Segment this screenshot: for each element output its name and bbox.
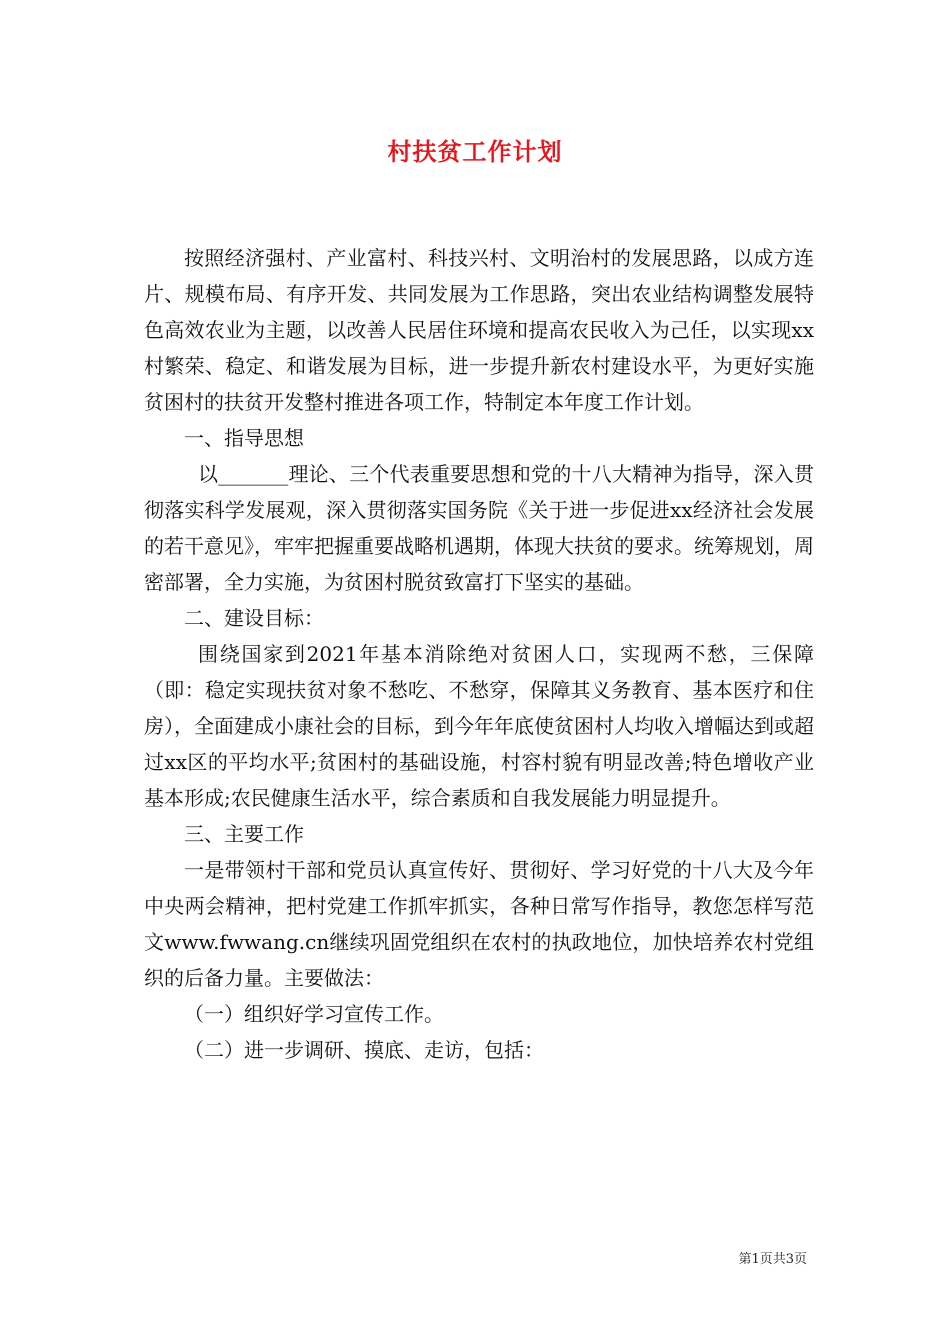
construction-goals-paragraph: 围绕国家到2021年基本消除绝对贫困人口，实现两不愁，三保障（即：稳定实现扶贫对象不愁吃、不愁穿，保障其义务教育、基本医疗和住房），全面建成小康社会的目标，到今年年底使贫困村人均收入增幅达到或超过xx区的平均水平;贫困村的基础设施，村容村貌有明显改善;特色增收产业基本形成;农民健康生活水平，综合素质和自我发展能力明显提升。 — [144, 642, 814, 810]
section-heading-guiding-ideology: 一、指导思想 — [184, 426, 304, 450]
section-heading-construction-goals: 二、建设目标： — [184, 606, 324, 630]
list-item-research-visits: （二）进一步调研、摸底、走访，包括： — [184, 1038, 544, 1062]
intro-paragraph: 按照经济强村、产业富村、科技兴村、文明治村的发展思路，以成方连片、规模布局、有序开发、共同发展为工作思路，突出农业结构调整发展特色高效农业为主题，以改善人民居住环境和提高农民收入为己任，以实现xx村繁荣、稳定、和谐发展为目标，进一步提升新农村建设水平，为更好实施贫困村的扶贫开发整村推进各项工作，特制定本年度工作计划。 — [144, 246, 814, 414]
document-body — [144, 240, 814, 1068]
document-title: 村扶贫工作计划 — [387, 137, 563, 166]
list-item-study-promotion: （一）组织好学习宣传工作。 — [184, 1002, 444, 1026]
section-heading-main-work: 三、主要工作 — [184, 822, 304, 846]
main-work-paragraph: 一是带领村干部和党员认真宣传好、贯彻好、学习好党的十八大及今年中央两会精神，把村党建工作抓牢抓实，各种日常写作指导，教您怎样写范文www.fwwang.cn继续巩固党组织在农村的执政地位，加快培养农村党组织的后备力量。主要做法： — [144, 858, 814, 990]
page-number: 第1页共3页 — [738, 1252, 807, 1267]
guiding-ideology-paragraph: 以_______理论、三个代表重要思想和党的十八大精神为指导，深入贯彻落实科学发展观，深入贯彻落实国务院《关于进一步促进xx经济社会发展的若干意见》，牢牢把握重要战略机遇期，体现大扶贫的要求。统筹规划，周密部署，全力实施，为贫困村脱贫致富打下坚实的基础。 — [144, 462, 814, 594]
